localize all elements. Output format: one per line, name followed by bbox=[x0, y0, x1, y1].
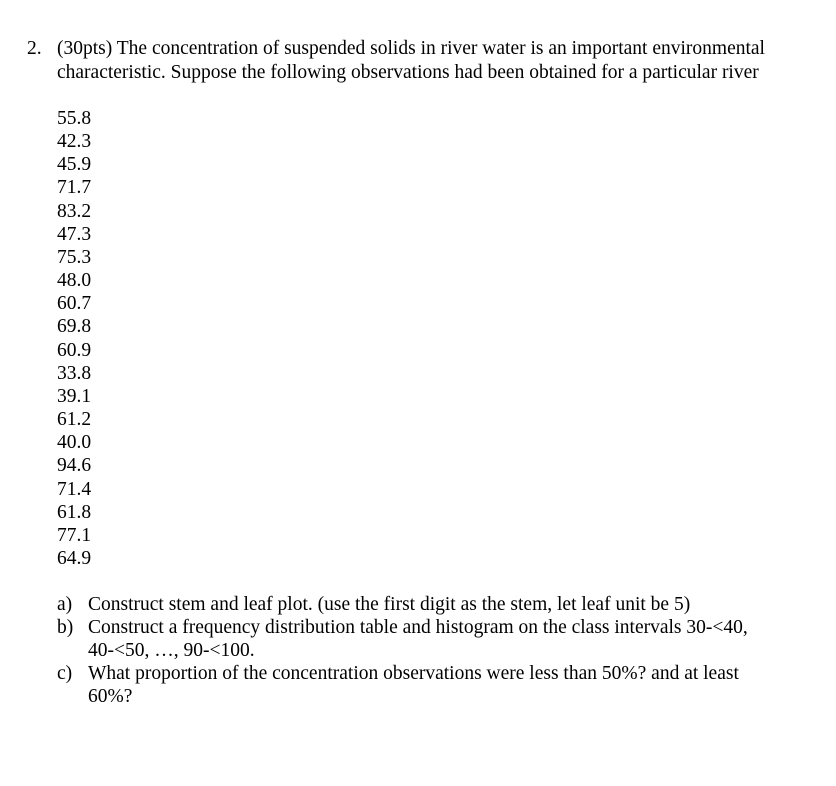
problem-line: (30pts) The concentration of suspended solids in river water is an important environmental bbox=[57, 38, 765, 59]
problem-number: 2. bbox=[27, 38, 42, 59]
observation-value: 45.9 bbox=[57, 154, 92, 176]
problem-statement bbox=[27, 37, 817, 85]
question-text: Construct a frequency distribution table and histogram on the class intervals 30-<40, bbox=[88, 617, 748, 638]
observation-value: 60.9 bbox=[57, 339, 92, 361]
question-text: What proportion of the concentration observations were less than 50%? and at least bbox=[88, 663, 739, 684]
observation-value: 75.3 bbox=[57, 246, 92, 268]
observation-value: 60.7 bbox=[57, 293, 92, 315]
observation-value: 47.3 bbox=[57, 223, 92, 245]
observation-value: 33.8 bbox=[57, 362, 92, 384]
observation-value: 69.8 bbox=[57, 316, 92, 338]
question-item-b bbox=[57, 616, 797, 662]
problem-text bbox=[57, 37, 817, 85]
observation-value: 39.1 bbox=[57, 385, 92, 407]
observation-list bbox=[57, 107, 91, 570]
observation-value: 71.7 bbox=[57, 177, 92, 199]
question-text: Construct stem and leaf plot. (use the first digit as the stem, let leaf unit be 5) bbox=[88, 594, 691, 615]
problem-line: characteristic. Suppose the following observations had been obtained for a particular river bbox=[57, 62, 759, 83]
question-marker: c) bbox=[57, 663, 73, 684]
observation-value: 42.3 bbox=[57, 131, 92, 153]
observation-value: 83.2 bbox=[57, 200, 92, 222]
question-list bbox=[57, 593, 797, 708]
observation-value: 61.8 bbox=[57, 501, 92, 523]
observation-value: 71.4 bbox=[57, 478, 92, 500]
observation-value: 94.6 bbox=[57, 455, 92, 477]
observation-value: 61.2 bbox=[57, 409, 92, 431]
question-item-a bbox=[57, 593, 797, 616]
question-text: 40-<50, …, 90-<100. bbox=[88, 640, 255, 661]
question-marker: a) bbox=[57, 594, 73, 615]
observation-value: 48.0 bbox=[57, 270, 92, 292]
observation-value: 55.8 bbox=[57, 108, 92, 129]
question-text: 60%? bbox=[88, 686, 133, 707]
observation-value: 64.9 bbox=[57, 547, 92, 569]
question-marker: b) bbox=[57, 617, 74, 638]
observation-value: 40.0 bbox=[57, 432, 92, 454]
observation-value: 77.1 bbox=[57, 524, 92, 546]
question-item-c bbox=[57, 662, 797, 708]
